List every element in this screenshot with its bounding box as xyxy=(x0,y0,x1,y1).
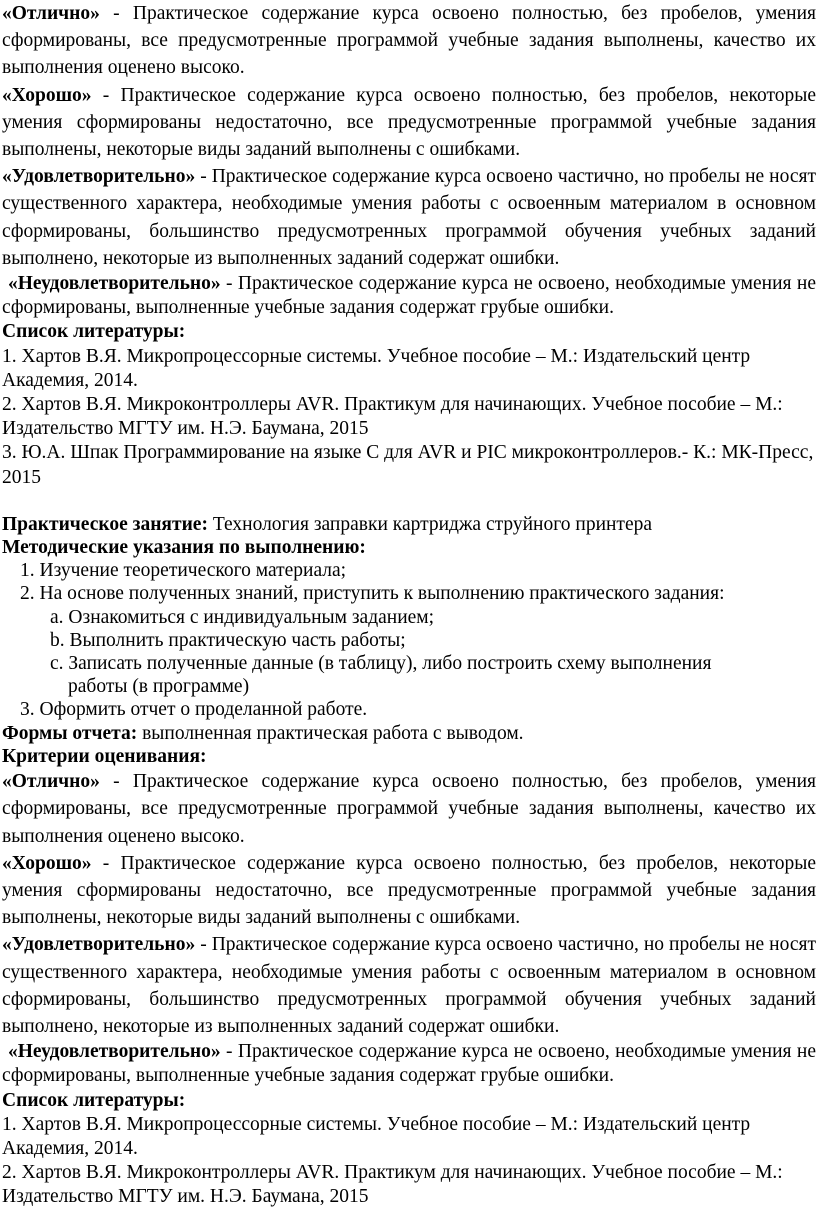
grade-label: «Неудовлетворительно» xyxy=(8,273,221,295)
literature-item: 1. Хартов В.Я. Микропроцессорные системы. Учебное пособие – М.: Издательский центр Академия, 2014. xyxy=(2,1113,751,1159)
substep-item: c. Записать полученные данные (в таблицу), либо построить схему выполнения xyxy=(50,653,712,675)
method-heading: Методические указания по выполнению: xyxy=(2,537,366,559)
literature-heading: Список литературы: xyxy=(2,1089,186,1111)
grade-label: «Хорошо» xyxy=(2,84,92,106)
grade-good xyxy=(2,850,816,932)
step-item: 3. Оформить отчет о проделанной работе. xyxy=(20,699,368,721)
substep-item: a. Ознакомиться с индивидуальным заданием; xyxy=(50,606,435,628)
grade-text: - Практическое содержание курса освоено полностью, без пробелов, некоторые умения сформированы недостаточно, все предусмотренные программой учебные задания выполнены, некоторые виды заданий выполнены с ошибками. xyxy=(2,852,816,929)
literature-heading: Список литературы: xyxy=(2,321,186,343)
grade-unsatisfactory xyxy=(2,1040,816,1088)
grade-text: - Практическое содержание курса не освоено, необходимые умения не сформированы, выполненные учебные задания содержат грубые ошибки. xyxy=(2,273,816,319)
grade-text: - Практическое содержание курса освоено полностью, без пробелов, некоторые умения сформированы недостаточно, все предусмотренные программой учебные задания выполнены, некоторые виды заданий выполнены с ошибками. xyxy=(2,84,816,161)
literature-item: 3. Ю.А. Шпак Программирование на языке С для AVR и PIC микроконтроллеров.- К.: МК-Пресс, 2015 xyxy=(2,442,814,488)
grade-text: - Практическое содержание курса освоено частично, но пробелы не носят существенного характера, необходимые умения работы с освоенным материалом в основном сформированы, большинство предусмотренных программой обучения учебных заданий выполнено, некоторые из выполненных заданий содержат ошибки. xyxy=(2,166,816,269)
practice-title xyxy=(2,513,816,536)
grade-label: «Отлично» xyxy=(2,771,100,793)
substep-item: b. Выполнить практическую часть работы; xyxy=(50,629,406,651)
literature-item: 2. Хартов В.Я. Микроконтроллеры AVR. Практикум для начинающих. Учебное пособие – М.: Издательство МГТУ им. Н.Э. Баумана, 2015 xyxy=(2,394,783,440)
grade-label: «Отлично» xyxy=(2,3,100,24)
report-label: Формы отчета: xyxy=(2,722,138,744)
grade-text: - Практическое содержание курса освоено частично, но пробелы не носят существенного характера, необходимые умения работы с освоенным материалом в основном сформированы, большинство предусмотренных программой обучения учебных заданий выполнено, некоторые из выполненных заданий содержат ошибки. xyxy=(2,934,816,1037)
step-item: 2. На основе полученных знаний, приступить к выполнению практического задания: xyxy=(20,583,725,605)
grade-text: - Практическое содержание курса освоено полностью, без пробелов, умения сформированы, все предусмотренные программой учебные задания выполнены, качество их выполнения оценено высоко. xyxy=(2,771,816,847)
criteria-heading: Критерии оценивания: xyxy=(2,745,207,767)
grade-label: «Удовлетворительно» xyxy=(2,166,196,188)
literature-item: 2. Хартов В.Я. Микроконтроллеры AVR. Практикум для начинающих. Учебное пособие – М.: Издательство МГТУ им. Н.Э. Баумана, 2015 xyxy=(2,1162,783,1208)
step-item: 1. Изучение теоретического материала; xyxy=(20,560,347,582)
grade-excellent xyxy=(2,0,816,82)
grade-good xyxy=(2,82,816,164)
grade-text: - Практическое содержание курса освоено полностью, без пробелов, умения сформированы, все предусмотренные программой учебные задания выполнены, качество их выполнения оценено высоко. xyxy=(2,3,816,79)
substep-continuation: работы (в программе) xyxy=(68,676,250,698)
grade-label: «Удовлетворительно» xyxy=(2,934,196,956)
report-text: выполненная практическая работа с выводом. xyxy=(137,722,524,744)
grade-unsatisfactory xyxy=(2,272,816,320)
grade-text: - Практическое содержание курса не освоено, необходимые умения не сформированы, выполненные учебные задания содержат грубые ошибки. xyxy=(2,1041,816,1087)
grade-label: «Неудовлетворительно» xyxy=(8,1041,221,1063)
blank-line xyxy=(2,490,816,513)
report-form xyxy=(2,722,816,745)
grade-satisfactory xyxy=(2,931,816,1040)
practice-label: Практическое занятие: xyxy=(2,513,208,535)
practice-topic: Технология заправки картриджа струйного принтера xyxy=(207,513,653,535)
grade-label: «Хорошо» xyxy=(2,852,92,874)
grade-excellent xyxy=(2,768,816,850)
grade-satisfactory xyxy=(2,163,816,272)
literature-item: 1. Хартов В.Я. Микропроцессорные системы. Учебное пособие – М.: Издательский центр Академия, 2014. xyxy=(2,345,751,391)
